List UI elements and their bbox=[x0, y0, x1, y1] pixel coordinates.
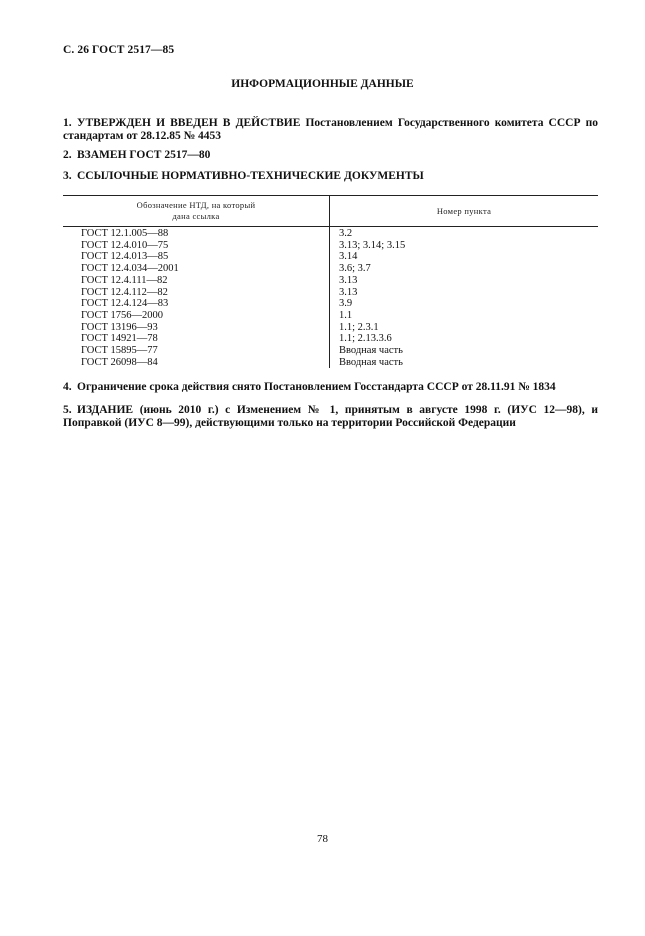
table-row bbox=[63, 333, 598, 345]
section-title: ИНФОРМАЦИОННЫЕ ДАННЫЕ bbox=[231, 78, 414, 90]
clause-cell: 3.13 bbox=[339, 286, 358, 298]
item-edition bbox=[63, 404, 598, 430]
column-header-document-line2: дана ссылка bbox=[172, 211, 220, 221]
item-number: 5. bbox=[63, 404, 72, 416]
clause-cell: 3.14 bbox=[339, 251, 358, 263]
clause-cell: 1.1; 2.3.1 bbox=[339, 321, 379, 333]
clause-cell: 1.1; 2.13.3.6 bbox=[339, 333, 392, 345]
document-cell: ГОСТ 12.4.010—75 bbox=[63, 240, 330, 252]
document-cell: ГОСТ 12.4.034—2001 bbox=[63, 263, 330, 275]
column-header-document bbox=[63, 196, 330, 227]
item-approved bbox=[63, 117, 598, 143]
item-text: Ограничение срока действия снято Постановлением Госстандарта СССР от 28.11.91 № 1834 bbox=[77, 381, 556, 393]
table-row bbox=[63, 322, 598, 334]
clause-cell: 3.13 bbox=[339, 274, 358, 286]
page-header: С. 26 ГОСТ 2517—85 bbox=[63, 44, 175, 56]
item-text: УТВЕРЖДЕН И ВВЕДЕН В ДЕЙСТВИЕ Постановлением Государственного комитета СССР по стандартам от 28.12.85 № 4453 bbox=[63, 117, 598, 142]
document-cell: ГОСТ 1756—2000 bbox=[63, 310, 330, 322]
item-number: 1. bbox=[63, 117, 72, 129]
table-row bbox=[63, 357, 598, 369]
clause-cell: 3.2 bbox=[339, 228, 353, 239]
item-text: ВЗАМЕН ГОСТ 2517—80 bbox=[77, 149, 211, 161]
references-table bbox=[63, 195, 598, 368]
clause-cell: Вводная часть bbox=[339, 345, 403, 357]
column-header-document-line1: Обозначение НТД, на который bbox=[136, 200, 256, 210]
table-row bbox=[63, 227, 598, 240]
document-cell: ГОСТ 26098—84 bbox=[63, 357, 330, 369]
item-validity-limit bbox=[63, 381, 598, 394]
table-row bbox=[63, 287, 598, 299]
table-row bbox=[63, 275, 598, 287]
document-cell: ГОСТ 13196—93 bbox=[63, 322, 330, 334]
column-header-clause: Номер пункта bbox=[330, 196, 599, 227]
clause-cell: 3.6; 3.7 bbox=[339, 263, 371, 275]
table-row bbox=[63, 251, 598, 263]
item-text: ССЫЛОЧНЫЕ НОРМАТИВНО-ТЕХНИЧЕСКИЕ ДОКУМЕНТЫ bbox=[77, 170, 424, 182]
item-references-heading bbox=[63, 170, 598, 183]
table-row bbox=[63, 310, 598, 322]
document-cell: ГОСТ 12.4.013—85 bbox=[63, 251, 330, 263]
clause-cell: 3.9 bbox=[339, 298, 353, 310]
document-cell: ГОСТ 12.1.005—88 bbox=[63, 227, 330, 240]
document-cell: ГОСТ 12.4.111—82 bbox=[63, 275, 330, 287]
table-row bbox=[63, 263, 598, 275]
clause-cell: 3.13; 3.14; 3.15 bbox=[339, 239, 406, 251]
table-header-row bbox=[63, 196, 598, 227]
document-cell: ГОСТ 12.4.124—83 bbox=[63, 298, 330, 310]
item-number: 4. bbox=[63, 381, 72, 393]
item-number: 3. bbox=[63, 170, 72, 182]
document-cell: ГОСТ 15895—77 bbox=[63, 345, 330, 357]
page-number: 78 bbox=[317, 833, 328, 845]
table-row bbox=[63, 240, 598, 252]
clause-cell: Вводная часть bbox=[339, 356, 403, 368]
clause-cell: 1.1 bbox=[339, 309, 353, 321]
table-row bbox=[63, 298, 598, 310]
document-cell: ГОСТ 14921—78 bbox=[63, 333, 330, 345]
item-text: ИЗДАНИЕ (июнь 2010 г.) с Изменением № 1, принятым в августе 1998 г. (ИУС 12—98), и Поправкой (ИУС 8—99), действующими только на территории Российской Федерации bbox=[63, 404, 598, 429]
item-number: 2. bbox=[63, 149, 72, 161]
document-cell: ГОСТ 12.4.112—82 bbox=[63, 287, 330, 299]
item-replaces bbox=[63, 149, 598, 162]
table-row bbox=[63, 345, 598, 357]
